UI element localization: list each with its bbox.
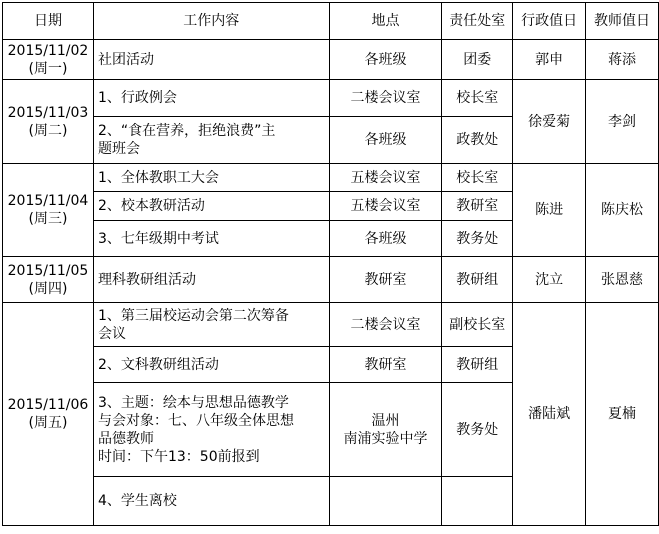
content-cell <box>93 117 329 164</box>
place-line: 五楼会议室 <box>350 198 421 214</box>
header-place: 地点 <box>329 3 442 40</box>
admin-duty-cell: 沈立 <box>513 257 586 303</box>
admin-duty-cell: 徐爱菊 <box>513 80 586 164</box>
place-line: 二楼会议室 <box>350 90 421 106</box>
place-cell <box>329 117 442 164</box>
content-line: 3、主题：绘本与思想品德教学 <box>97 394 289 411</box>
place-cell <box>329 164 442 192</box>
content-line: 2、文科教研组活动 <box>97 356 219 373</box>
table-row <box>3 164 659 192</box>
dept-cell <box>442 477 513 526</box>
content-line: 1、全体教职工大会 <box>97 169 219 186</box>
content-cell <box>93 40 329 80</box>
table-row <box>3 80 659 117</box>
teacher-duty-cell: 张恩慈 <box>586 257 659 303</box>
place-line: 温州 <box>371 412 400 429</box>
place-line: 各班级 <box>364 132 407 148</box>
place-line: 教研室 <box>364 356 407 373</box>
content-line: 会议 <box>97 325 126 342</box>
content-line: 2、校本教研活动 <box>97 198 205 214</box>
dept-cell: 教研组 <box>442 347 513 383</box>
content-cell <box>93 383 329 477</box>
weekday-text: (周三) <box>28 211 68 227</box>
content-line: 理科教研组活动 <box>97 271 196 288</box>
dept-cell: 副校长室 <box>442 303 513 347</box>
admin-duty-cell: 郭申 <box>513 40 586 80</box>
table-row <box>3 303 659 347</box>
header-dept: 责任处室 <box>442 3 513 40</box>
dept-cell: 教务处 <box>442 221 513 257</box>
dept-cell: 教务处 <box>442 383 513 477</box>
date-text: 2015/11/04 <box>7 193 89 209</box>
teacher-duty-cell: 蒋添 <box>586 40 659 80</box>
content-line: 品德教师 <box>97 430 154 447</box>
place-cell <box>329 257 442 303</box>
content-line: 时间：下午13：50前报到 <box>97 448 260 465</box>
header-admin-duty: 行政值日 <box>513 3 586 40</box>
place-cell <box>329 347 442 383</box>
teacher-duty-cell: 李剑 <box>586 80 659 164</box>
content-line: 2、“食在营养，拒绝浪费”主 <box>97 123 276 139</box>
admin-duty-cell: 潘陆斌 <box>513 303 586 526</box>
place-line: 各班级 <box>364 51 407 68</box>
content-cell <box>93 221 329 257</box>
place-cell <box>329 192 442 221</box>
content-cell <box>93 80 329 117</box>
content-line: 3、七年级期中考试 <box>97 230 219 247</box>
place-line: 二楼会议室 <box>350 316 421 333</box>
content-line: 社团活动 <box>97 51 154 68</box>
dept-cell: 政教处 <box>442 117 513 164</box>
content-cell <box>93 477 329 526</box>
place-cell <box>329 40 442 80</box>
content-cell <box>93 164 329 192</box>
content-line: 1、第三届校运动会第二次筹备 <box>97 307 289 324</box>
dept-cell: 教研室 <box>442 192 513 221</box>
dept-cell: 团委 <box>442 40 513 80</box>
date-text: 2015/11/05 <box>7 262 89 279</box>
dept-cell: 教研组 <box>442 257 513 303</box>
content-cell <box>93 257 329 303</box>
place-cell <box>329 221 442 257</box>
schedule-table <box>2 2 659 526</box>
weekday-text: (周五) <box>28 415 68 431</box>
dept-cell: 校长室 <box>442 80 513 117</box>
content-line: 1、行政例会 <box>97 90 177 106</box>
place-cell <box>329 80 442 117</box>
header-teacher-duty: 教师值日 <box>586 3 659 40</box>
weekday-text: (周二) <box>28 122 68 139</box>
place-line: 五楼会议室 <box>350 169 421 186</box>
date-text: 2015/11/02 <box>7 42 89 59</box>
place-line: 教研室 <box>364 271 407 288</box>
place-cell <box>329 303 442 347</box>
content-line: 题班会 <box>97 141 140 157</box>
header-date: 日期 <box>3 3 94 40</box>
place-cell <box>329 477 442 526</box>
weekday-text: (周四) <box>28 280 68 297</box>
teacher-duty-cell: 夏楠 <box>586 303 659 526</box>
date-text: 2015/11/06 <box>7 397 89 413</box>
weekday-text: (周一) <box>28 60 68 77</box>
table-row <box>3 40 659 80</box>
table-row <box>3 257 659 303</box>
admin-duty-cell: 陈进 <box>513 164 586 257</box>
place-line: 南浦实验中学 <box>343 430 428 447</box>
teacher-duty-cell: 陈庆松 <box>586 164 659 257</box>
content-line: 与会对象：七、八年级全体思想 <box>97 412 294 429</box>
place-cell <box>329 383 442 477</box>
header-row <box>3 3 659 40</box>
content-line: 4、学生离校 <box>97 493 177 509</box>
date-cell <box>3 80 94 164</box>
date-cell <box>3 257 94 303</box>
content-cell <box>93 303 329 347</box>
date-cell <box>3 40 94 80</box>
date-cell <box>3 303 94 526</box>
header-content: 工作内容 <box>93 3 329 40</box>
content-cell <box>93 192 329 221</box>
date-cell <box>3 164 94 257</box>
place-line: 各班级 <box>364 230 407 247</box>
date-text: 2015/11/03 <box>7 104 89 121</box>
dept-cell: 校长室 <box>442 164 513 192</box>
content-cell <box>93 347 329 383</box>
